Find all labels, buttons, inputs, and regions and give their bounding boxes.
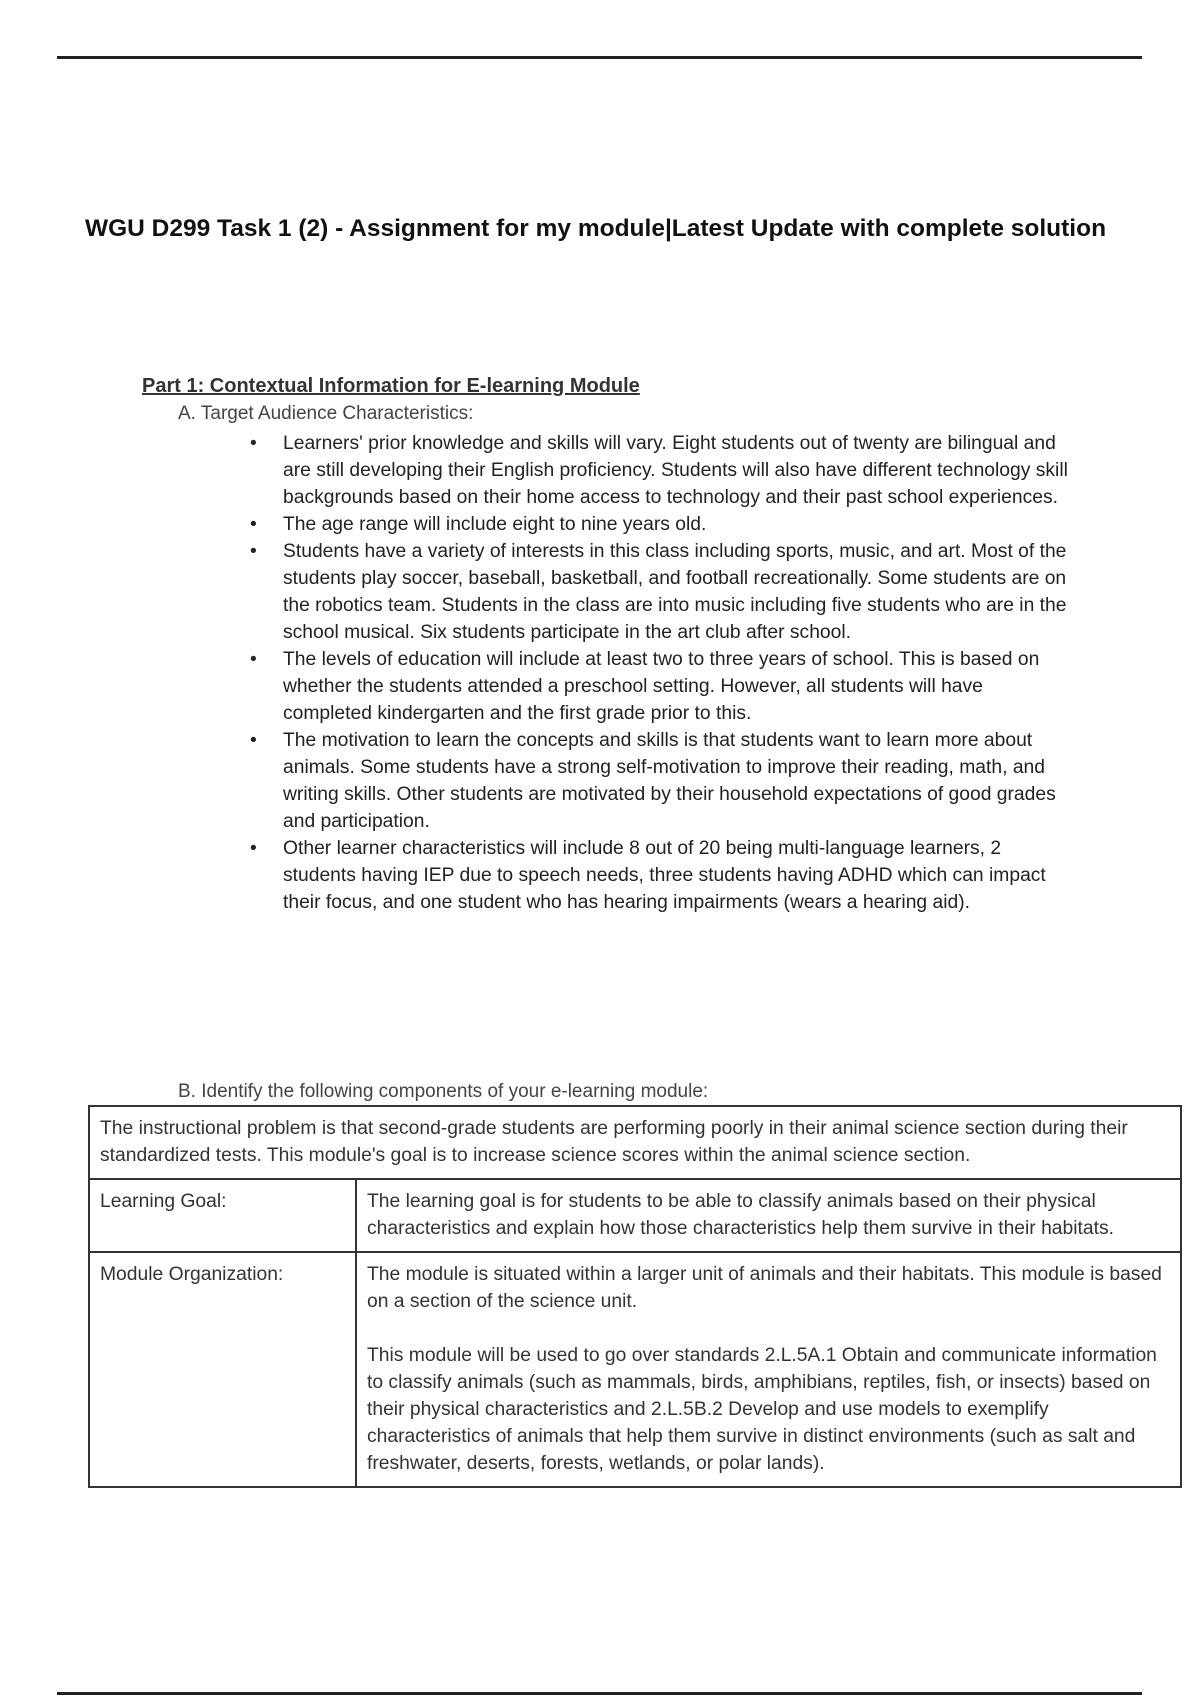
bullet-icon: • (250, 838, 257, 859)
bullet-text: Learners' prior knowledge and skills will vary. Eight students out of twenty are bilingual and are still developing their English proficiency. Students will also have different technology skill backgrounds based on their home access to technology and their past school experiences. (283, 433, 1068, 508)
module-components-table (88, 1105, 1182, 1488)
bullet-icon: • (250, 649, 257, 670)
section-a-heading: A. Target Audience Characteristics: (178, 403, 474, 424)
learning-goal-label: Learning Goal: (89, 1179, 356, 1252)
list-item (250, 511, 1070, 538)
bullet-icon: • (250, 730, 257, 751)
list-item (250, 538, 1070, 646)
list-item (250, 835, 1070, 916)
bullet-text: Other learner characteristics will include 8 out of 20 being multi-language learners, 2 students having IEP due to speech needs, three students having ADHD which can impact their focus, and one student who has hearing impairments (wears a hearing aid). (283, 838, 1046, 913)
module-organization-cell (356, 1252, 1181, 1487)
bullet-text: The age range will include eight to nine years old. (283, 514, 707, 535)
module-organization-label: Module Organization: (89, 1252, 356, 1487)
list-item (250, 646, 1070, 727)
table-row (89, 1179, 1181, 1252)
table-row (89, 1252, 1181, 1487)
table-row (89, 1106, 1181, 1179)
bullet-icon: • (250, 433, 257, 454)
list-item (250, 430, 1070, 511)
bottom-divider (57, 1692, 1142, 1695)
bullet-icon: • (250, 541, 257, 562)
bullet-icon: • (250, 514, 257, 535)
module-standards-paragraph: This module will be used to go over standards 2.L.5A.1 Obtain and communicate information to classify animals (such as mammals, birds, amphibians, reptiles, fish, or insects) based on their physical characteristics and 2.L.5B.2 Develop and use models to exemplify characteristics of animals that help them survive in distinct environments (such as salt and freshwater, deserts, forests, wetlands, or polar lands). (367, 1345, 1157, 1474)
part1-heading: Part 1: Contextual Information for E-learning Module (142, 375, 640, 397)
document-title: WGU D299 Task 1 (2) - Assignment for my module|Latest Update with complete solution (85, 215, 1107, 242)
list-item (250, 727, 1070, 835)
module-organization-paragraph: The module is situated within a larger unit of animals and their habitats. This module is based on a section of the science unit. (367, 1264, 1162, 1312)
audience-bullet-list (250, 430, 1070, 916)
bullet-text: The motivation to learn the concepts and skills is that students want to learn more about animals. Some students have a strong self-motivation to improve their reading, math, and writing skills. Other students are motivated by their household expectations of good grades and participation. (283, 730, 1056, 832)
bullet-text: The levels of education will include at least two to three years of school. This is based on whether the students attended a preschool setting. However, all students will have completed kindergarten and the first grade prior to this. (283, 649, 1040, 724)
top-divider (57, 56, 1142, 59)
bullet-text: Students have a variety of interests in this class including sports, music, and art. Most of the students play soccer, baseball, basketball, and football recreationally. Some students are on the robotics team. Students in the class are into music including five students who are in the school musical. Six students participate in the art club after school. (283, 541, 1067, 643)
instructional-problem-cell: The instructional problem is that second-grade students are performing poorly in their animal science section during their standardized tests. This module's goal is to increase science scores within the animal science section. (89, 1106, 1181, 1179)
section-b-heading: B. Identify the following components of your e-learning module: (178, 1081, 709, 1102)
learning-goal-cell: The learning goal is for students to be able to classify animals based on their physical characteristics and explain how those characteristics help them survive in their habitats. (356, 1179, 1181, 1252)
